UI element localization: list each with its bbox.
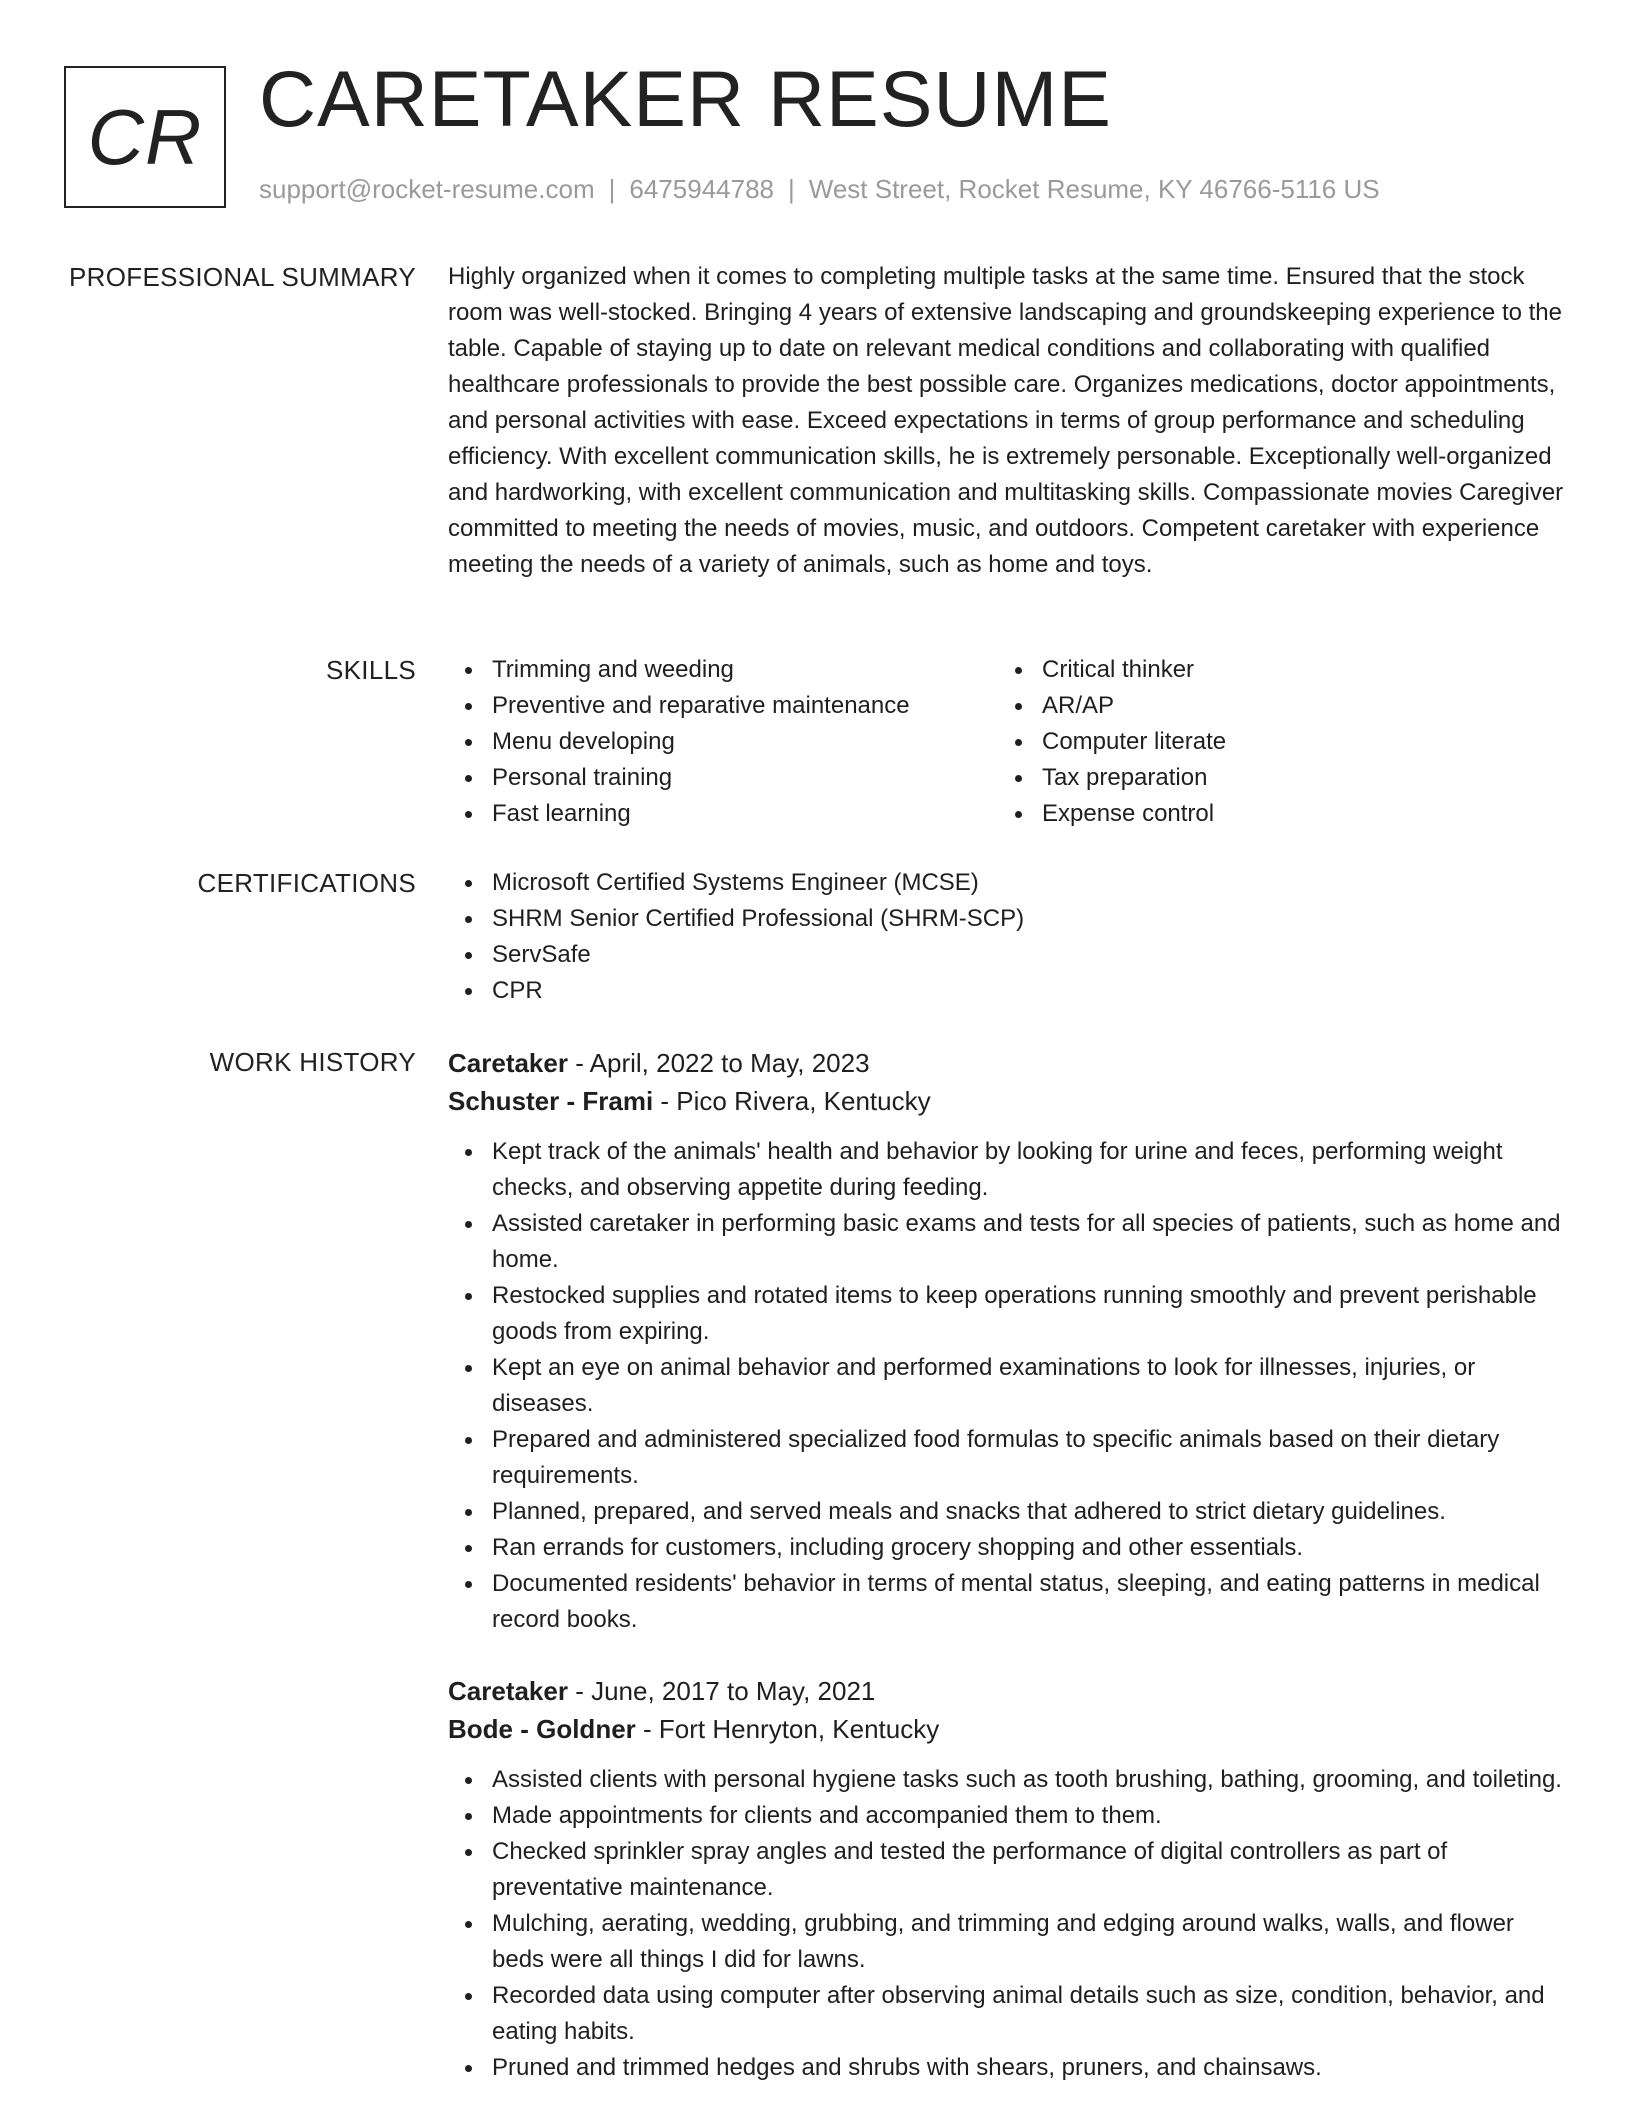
- section-label-certifications: CERTIFICATIONS: [197, 868, 416, 898]
- contact-email: support@rocket-resume.com: [259, 174, 595, 204]
- job-duty-item: Kept track of the animals' health and behavior by looking for urine and feces, performing weight checks, and observing appetite during feeding.: [448, 1134, 1568, 1206]
- job-company-line: [448, 1082, 1568, 1120]
- certification-item: ServSafe: [448, 937, 1568, 973]
- job-duty-item: Assisted caretaker in performing basic exams and tests for all species of patients, such as home and home.: [448, 1206, 1568, 1278]
- skill-item: Fast learning: [448, 796, 998, 832]
- skill-item: Menu developing: [448, 724, 998, 760]
- skill-item: Critical thinker: [998, 652, 1226, 688]
- skills-columns: [448, 652, 1568, 832]
- job-title-line: [448, 1044, 1568, 1082]
- job-company: Bode - Goldner: [448, 1714, 636, 1744]
- job-duty-item: Documented residents' behavior in terms of mental status, sleeping, and eating patterns in medical record books.: [448, 1566, 1568, 1638]
- skill-item: Tax preparation: [998, 760, 1226, 796]
- contact-line: [259, 174, 1380, 205]
- job-duty-item: Checked sprinkler spray angles and tested the performance of digital controllers as part of preventative maintenance.: [448, 1834, 1568, 1906]
- section-label-skills: SKILLS: [326, 655, 416, 685]
- section-label-summary: PROFESSIONAL SUMMARY: [69, 262, 416, 292]
- job-location: - Pico Rivera, Kentucky: [653, 1086, 931, 1116]
- job-duty-item: Restocked supplies and rotated items to keep operations running smoothly and prevent perishable goods from expiring.: [448, 1278, 1568, 1350]
- skill-item: Expense control: [998, 796, 1226, 832]
- job-duty-item: Mulching, aerating, wedding, grubbing, and trimming and edging around walks, walls, and flower beds were all things I did for lawns.: [448, 1906, 1568, 1978]
- skill-item: Preventive and reparative maintenance: [448, 688, 998, 724]
- job-title-line: [448, 1672, 1568, 1710]
- skill-item: Personal training: [448, 760, 998, 796]
- summary-text: Highly organized when it comes to completing multiple tasks at the same time. Ensured that the stock room was well-stocked. Bringing 4 years of extensive landscaping and groundskeeping experience to the table. Capable of staying up to date on relevant medical conditions and collaborating with qualified healthcare professionals to provide the best possible care. Organizes medications, doctor appointments, and personal activities with ease. Exceed expectations in terms of group performance and scheduling efficiency. With excellent communication skills, he is extremely personable. Exceptionally well-organized and hardworking, with excellent communication and multitasking skills. Compassionate movies Caregiver committed to meeting the needs of movies, music, and outdoors. Competent caretaker with experience meeting the needs of a variety of animals, such as home and toys.: [448, 263, 1564, 578]
- certification-item: CPR: [448, 973, 1568, 1009]
- skills-list-right: [998, 652, 1226, 832]
- contact-phone: 6475944788: [629, 174, 774, 204]
- job-location: - Fort Henryton, Kentucky: [635, 1714, 940, 1744]
- certifications-list: [448, 865, 1568, 1009]
- job-duty-item: Assisted clients with personal hygiene tasks such as tooth brushing, bathing, grooming, and toileting.: [448, 1762, 1568, 1798]
- summary-body: [448, 259, 1568, 583]
- skill-item: Trimming and weeding: [448, 652, 998, 688]
- job-duty-item: Ran errands for customers, including grocery shopping and other essentials.: [448, 1530, 1568, 1566]
- job-duties-list: [448, 1762, 1568, 2086]
- skills-body: [448, 652, 1568, 832]
- resume-title: CARETAKER RESUME: [259, 54, 1112, 143]
- monogram-box: CR: [64, 66, 226, 208]
- job-duty-item: Prepared and administered specialized food formulas to specific animals based on their dietary requirements.: [448, 1422, 1568, 1494]
- certification-item: SHRM Senior Certified Professional (SHRM-SCP): [448, 901, 1568, 937]
- certifications-body: [448, 865, 1568, 1009]
- job-company: Schuster - Frami: [448, 1086, 654, 1116]
- job-title: Caretaker: [448, 1048, 568, 1078]
- job-duty-item: Made appointments for clients and accompanied them to them.: [448, 1798, 1568, 1834]
- contact-address: West Street, Rocket Resume, KY 46766-5116 US: [808, 174, 1380, 204]
- job-dates: - April, 2022 to May, 2023: [567, 1048, 870, 1078]
- contact-separator: |: [788, 174, 795, 204]
- skill-item: Computer literate: [998, 724, 1226, 760]
- work-history-body: [448, 1044, 1568, 2120]
- job-duty-item: Pruned and trimmed hedges and shrubs with shears, pruners, and chainsaws.: [448, 2050, 1568, 2086]
- contact-separator: |: [608, 174, 616, 204]
- job-company-line: [448, 1710, 1568, 1748]
- job-duty-item: Planned, prepared, and served meals and snacks that adhered to strict dietary guidelines.: [448, 1494, 1568, 1530]
- job-duties-list: [448, 1134, 1568, 1638]
- skill-item: AR/AP: [998, 688, 1226, 724]
- job-title: Caretaker: [448, 1676, 568, 1706]
- job-dates: - June, 2017 to May, 2021: [567, 1676, 876, 1706]
- job-duty-item: Recorded data using computer after observing animal details such as size, condition, behavior, and eating habits.: [448, 1978, 1568, 2050]
- job-duty-item: Kept an eye on animal behavior and performed examinations to look for illnesses, injuries, or diseases.: [448, 1350, 1568, 1422]
- job-entry: [448, 1044, 1568, 1638]
- certification-item: Microsoft Certified Systems Engineer (MCSE): [448, 865, 1568, 901]
- skills-list-left: [448, 652, 998, 832]
- job-entry: [448, 1672, 1568, 2086]
- section-label-work-history: WORK HISTORY: [209, 1047, 416, 1077]
